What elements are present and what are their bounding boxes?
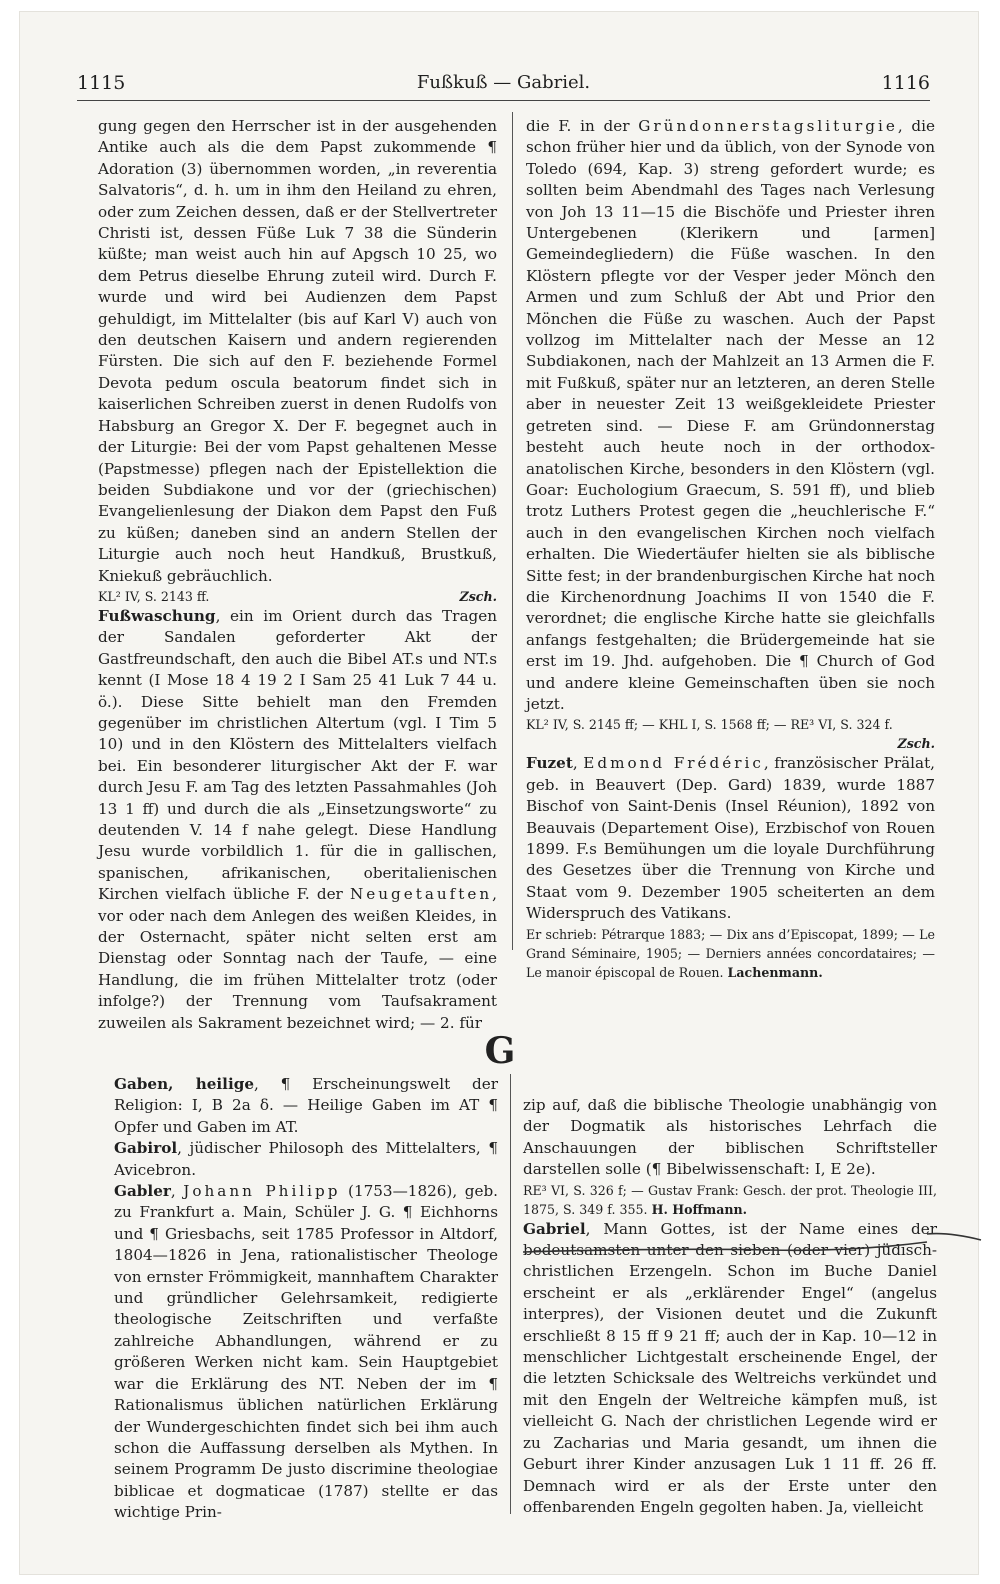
reference: KL² IV, S. 2145 ff; — KHL I, S. 1568 ff; — RE³ VI, S. 324 f.: [526, 717, 893, 733]
reference: KL² IV, S. 2143 ff.: [98, 588, 210, 604]
entry-fuzet-works: [526, 925, 935, 982]
author-signature: Zsch.: [459, 588, 497, 604]
handwritten-underline-mark: [519, 1228, 989, 1268]
entry-text: , ¶ Erscheinungswelt der Religion: I, B 2a δ. — Heilige Gaben im AT ¶ Opfer und Gaben im AT.: [114, 1075, 498, 1136]
entry-fusswaschung: [98, 606, 497, 1034]
entry-text: (1753—1826), geb. zu Frankfurt a. Main, Schüler J. G. ¶ Eichhorns und ¶ Griesbachs, seit 1785 Professor in Altdorf, 1804—1826 in Jena, rationalistischer Theologe von ernster Frömmigkeit, mannhaftem Charakter und gründlicher Gelehrsamkeit, redigierte theologische Zeitschriften und verfaßte zahlreiche Abhandlungen, während er zu größeren Werken nicht kam. Sein Hauptgebiet war die Erklärung des NT. Neben der im ¶ Rationalismus üblichen natürlichen Erklärung der Wundergeschichten findet sich bei ihm auch schon die Auffassung derselben als Mythen. In seinem Programm De justo discrimine theologiae biblicae et dogmaticae (1787) stellte er das wichtige Prin-: [114, 1182, 498, 1522]
entry-fusswaschung-ref: [526, 715, 935, 752]
headword: Fuzet: [526, 754, 573, 773]
author-signature: Lachenmann.: [727, 964, 823, 980]
author-signature: H. Hoffmann.: [651, 1201, 748, 1217]
entry-gabler-ref: [523, 1181, 937, 1219]
column-divider-upper: [512, 112, 513, 950]
entry-gabirol: [114, 1138, 498, 1181]
headword: Fußwaschung: [98, 606, 216, 625]
column-divider-lower: [510, 1074, 511, 1514]
page-number-left: 1115: [77, 72, 126, 94]
section-letter: G: [484, 1030, 516, 1072]
column-upper-left: [98, 116, 497, 1034]
author-signature: Zsch.: [897, 736, 935, 752]
column-upper-right: [526, 116, 935, 982]
entry-text: , jüdischer Philosoph des Mittelalters, ¶ Avicebron.: [114, 1139, 498, 1179]
spaced-term: Gründonnerstagsliturgie: [638, 117, 898, 135]
page-number-right: 1116: [881, 72, 930, 94]
works-list: Er schrieb: Pétrarque 1883; — Dix ans d’Episcopat, 1899; — Le Grand Séminaire, 1905; — Derniers années concordataires; — Le manoir épiscopal de Rouen.: [526, 926, 935, 980]
entry-fusskuss-ref: [98, 587, 497, 606]
entry-fuzet: Fuzet, Edmond Frédéric, französischer Prälat, geb. in Beauvert (Dep. Gard) 1839, wurde 1887 Bischof von Saint-Denis (Insel Réunion), 1892 von Beauvais (Departement Oise), Erzbischof von Rouen 1899. F.s Bemühungen um die loyale Durchführung des Gesetzes über die Trennung von Kirche und Staat vom 9. Dezember 1905 scheiterten an dem Widerspruch des Vatikans.: [526, 754, 936, 923]
headword: Gabriel: [523, 1219, 586, 1238]
column-lower-right: [523, 1095, 937, 1518]
spaced-name: Johann Philipp: [183, 1182, 341, 1201]
entry-text: , ein im Orient durch das Tragen der Sandalen geforderter Akt der Gastfreundschaft, den auch die Bibel AT.s und NT.s kennt (I Mose 18 4 19 2 I Sam 25 41 Luk 7 44 u. ö.). Diese Sitte behielt man den Fremden gegenüber im christlichen Altertum (vgl. I Tim 5 10) und in den Klöstern des Mittelalters vielfach bei. Ein besonderer liturgischer Akt der F. war durch Jesu F. am Tag des letzten Passahmahles (Joh 13 1 ff) und durch die als „Einsetzungsworte“ zu deutenden V. 14 f nahe gelegt. Diese Handlung Jesu wurde vorbildlich 1. für die in gallischen, spanischen, afrikanischen, oberitalienischen Kirchen vielfach übliche F. der: [98, 606, 497, 904]
entry-gaben: [114, 1074, 498, 1138]
entry-gabler-cont: zip auf, daß die biblische Theologie unabhängig von der Dogmatik als historisches Lehrfach die Anschauungen der biblischen Schriftsteller darstellen solle (¶ Bibelwissenschaft: I, E 2e).: [523, 1096, 937, 1179]
running-title: Fußkuß — Gabriel.: [416, 72, 591, 93]
headword: Gabler: [114, 1182, 171, 1201]
entry-text: , französischer Prälat, geb. in Beauvert (Dep. Gard) 1839, wurde 1887 Bischof von Saint-Denis (Insel Réunion), 1892 von Beauvais (Departement Oise), Erzbischof von Rouen 1899. F.s Bemühungen um die loyale Durchführung des Gesetzes über die Trennung von Kirche und Staat vom 9. Dezember 1905 scheiterten an dem Widerspruch des Vatikans.: [526, 754, 936, 923]
entry-fusswaschung-cont: [526, 116, 935, 715]
entry-text: die F. in der: [526, 117, 639, 135]
spaced-name: Edmond Frédéric: [583, 754, 764, 773]
column-lower-left: [114, 1074, 498, 1524]
page-header: [77, 70, 930, 101]
entry-text-cont: , vor oder nach dem Anlegen des weißen Kleides, in der Osternacht, später nicht selten erst am Dienstag oder Sonntag nach der Taufe, — eine Handlung, die im frühen Mittelalter trotz (oder infolge?) der Trennung vom Taufsakrament zuweilen als Sakrament bezeichnet wird; — 2. für: [98, 885, 497, 1032]
entry-text: , Mann Gottes, ist der Name eines der bedeutsamsten unter den sieben (oder vier) jüdisch-christlichen Erzengeln. Schon im Buche Daniel erscheint er als „erklärender Engel“ (angelus interpres), der Visionen deutet und die Zukunft erschließt 8 15 ff 9 21 ff; auch der in Kap. 10—12 in menschlicher Lichtgestalt erscheinende Engel, der die letzten Schicksale des Weltreichs verkündet und mit den Engeln der Weltreiche kämpfen muß, ist vielleicht G. Nach der christlichen Legende wird er zu Zacharias und Maria gesandt, um ihnen die Geburt ihrer Kinder anzusagen Luk 1 11 ff. 26 ff. Demnach wird er als der Erste unter den offenbarenden Engeln gegolten haben. Ja, vielleicht: [523, 1219, 937, 1516]
headword: Gabirol: [114, 1139, 178, 1158]
entry-gabler: Gabler, Johann Philipp (1753—1826), geb. zu Frankfurt a. Main, Schüler J. G. ¶ Eichhorns und ¶ Griesbachs, seit 1785 Professor in Altdorf, 1804—1826 in Jena, rationalistischer Theologe von ernster Frömmigkeit, mannhaftem Charakter und gründlicher Gelehrsamkeit, redigierte theologische Zeitschriften und verfaßte zahlreiche Abhandlungen, während er zu größeren Werken nicht kam. Sein Hauptgebiet war die Erklärung des NT. Neben der im ¶ Rationalismus üblichen natürlichen Erklärung der Wundergeschichten findet sich bei ihm auch schon die Auffassung derselben als Mythen. In seinem Programm De justo discrimine theologiae biblicae et dogmaticae (1787) stellte er das wichtige Prin-: [114, 1182, 498, 1522]
entry-text-cont: , die schon früher hier und da üblich, von der Synode von Toledo (694, Kap. 3) streng gefordert wurde; es sollten beim Abendmahl des Tages nach Verlesung von Joh 13 11—15 die Bischöfe und Priester ihren Untergebenen (Klerikern und [armen] Gemeindegliedern) die Füße waschen. In den Klöstern pflegte vor der Vesper jeder Mönch den Armen und zum Schluß der Abt und Prior den Mönchen die Füße zu waschen. Auch der Papst vollzog im Mittelalter nach der Messe an 12 Subdiakonen, nach der Mahlzeit an 13 Armen die F. mit Fußkuß, später nur an letzteren, an deren Stelle aber in neuester Zeit 13 weißgekleidete Priester getreten sind. — Diese F. am Gründonnerstag besteht auch heute noch in der orthodox-anatolischen Kirche, besonders in den Klöstern (vgl. Goar: Euchologium Graecum, S. 591 ff), und blieb trotz Luthers Protest gegen die „heuchlerische F.“ auch in den evangelischen Kirchen noch vielfach erhalten. Die Wiedertäufer hielten sie als biblische Sitte fest; in der brandenburgischen Kirche hat noch die Kirchenordnung Joachims II von 1540 die F. verordnet; die englische Kirche hatte sie gleichfalls anfangs festgehalten; die Brüdergemeinde hat sie erst im 19. Jhd. aufgehoben. Die ¶ Church of God und andere kleine Gemeinschaften üben sie noch jetzt.: [526, 117, 935, 713]
entry-fusskuss-text: gung gegen den Herrscher ist in der ausgehenden Antike auch als die dem Papst zukommende ¶ Adoration (3) übernommen worden, „in reverentia Salvatoris“, d. h. um in ihm den Heiland zu ehren, oder zum Zeichen dessen, daß er der Stellvertreter Christi ist, dessen Füße Luk 7 38 die Sünderin küßte; man weist auch hin auf Apgsch 10 25, wo dem Petrus dieselbe Ehrung zuteil wird. Durch F. wurde und wird bei Audienzen dem Papst gehuldigt, im Mittelalter (bis auf Karl V) auch von den deutschen Kaisern und andern regierenden Fürsten. Die sich auf den F. beziehende Formel Devota pedum oscula beatorum findet sich in kaiserlichen Schreiben zuerst in denen Rudolfs von Habsburg an Gregor X. Der F. begegnet auch in der Liturgie: Bei der vom Papst gehaltenen Messe (Papstmesse) pflegen nach der Epistellektion die beiden Subdiakone und vor der (griechischen) Evangelienlesung der Diakon dem Papst den Fuß zu küßen; daneben sind an andern Stellen der Liturgie auch noch heut Handkuß, Brustkuß, Kniekuß gebräuchlich.: [98, 117, 497, 585]
headword: Gaben, heilige: [114, 1075, 254, 1093]
reference: RE³ VI, S. 326 f; — Gustav Frank: Gesch. der prot. Theologie III, 1875, S. 349 f. 355.: [523, 1182, 937, 1217]
spaced-term: Neugetauften: [349, 885, 493, 904]
